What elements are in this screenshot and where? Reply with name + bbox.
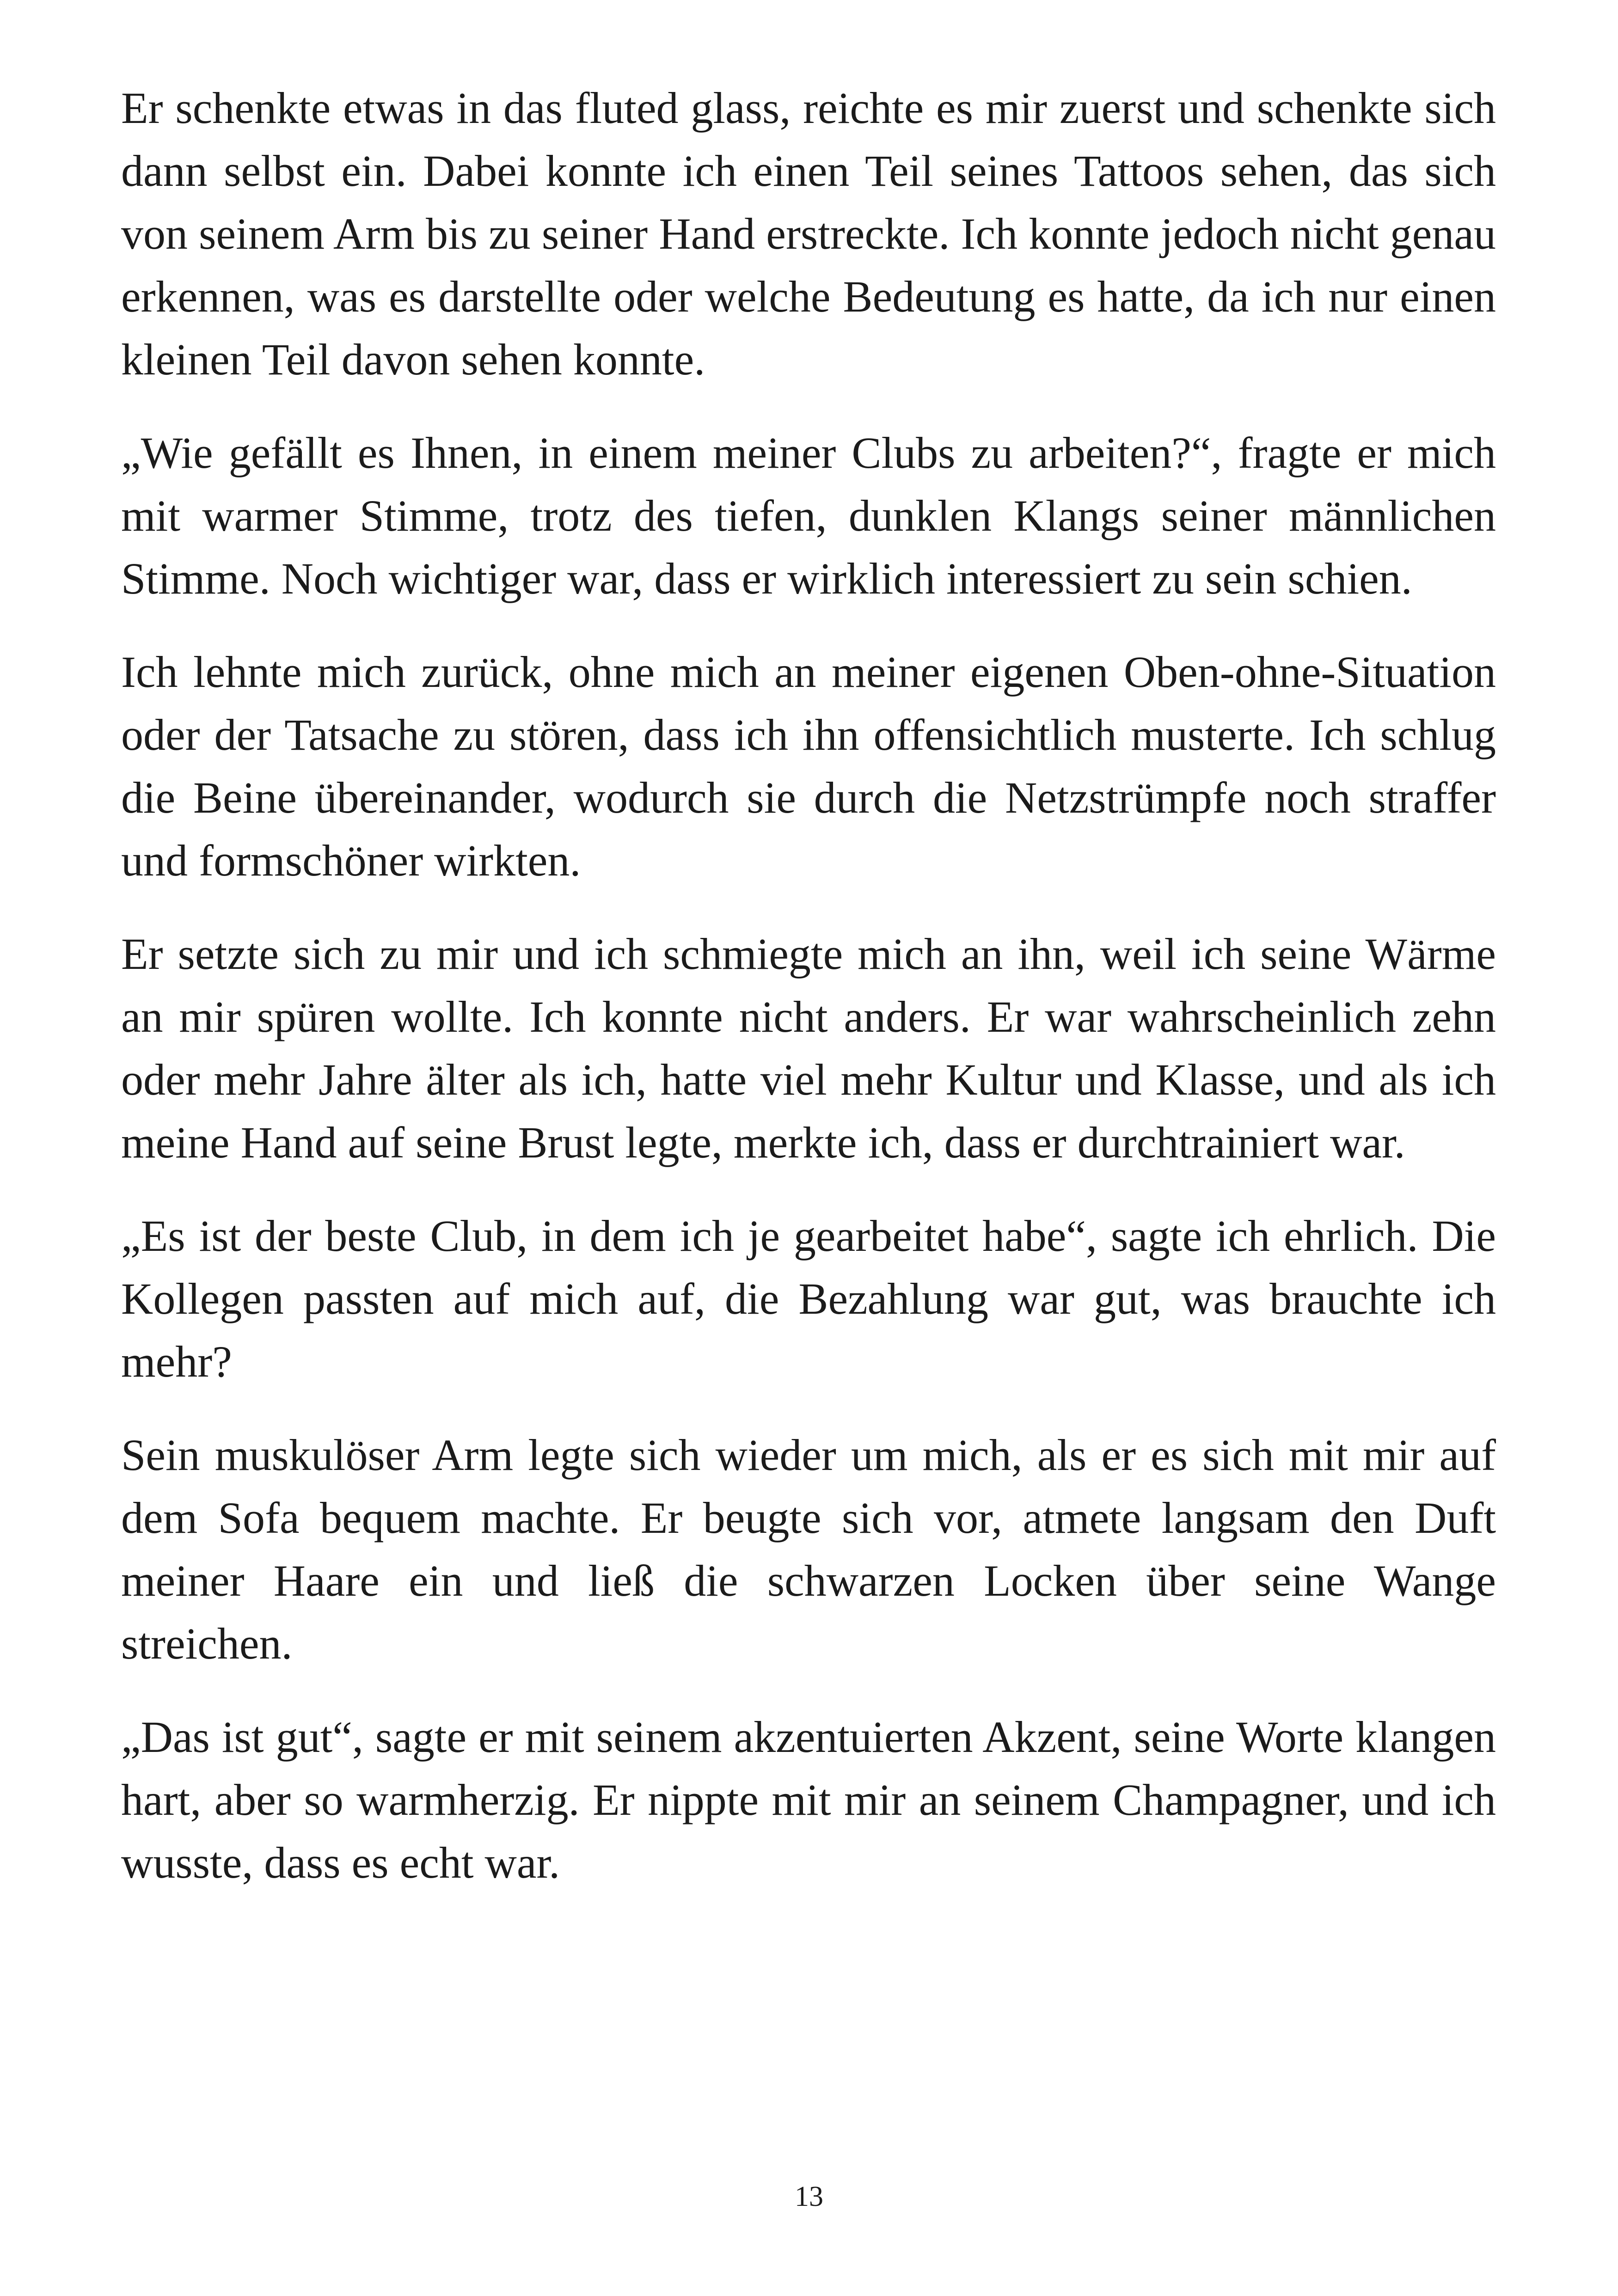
paragraph: „Das ist gut“, sagte er mit seinem akzentuierten Akzent, seine Worte klangen hart, aber so warmherzig. Er nippte mit mir an seinem Champagner, und ich wusste, dass es echt war. [121, 1712, 1496, 1887]
paragraph: Ich lehnte mich zurück, ohne mich an meiner eigenen Oben-ohne-Situation oder der Tatsache zu stören, dass ich ihn offensichtlich musterte. Ich schlug die Beine übereinander, wodurch sie durch die Netzstrümpfe noch straffer und formschöner wirkten. [121, 647, 1496, 885]
paragraph: „Wie gefällt es Ihnen, in einem meiner Clubs zu arbeiten?“, fragte er mich mit warmer Stimme, trotz des tiefen, dunklen Klangs seiner männlichen Stimme. Noch wichtiger war, dass er wirklich interessiert zu sein schien. [121, 428, 1496, 603]
paragraph: Sein muskulöser Arm legte sich wieder um mich, als er es sich mit mir auf dem Sofa bequem machte. Er beugte sich vor, atmete langsam den Duft meiner Haare ein und ließ die schwarzen Locken über seine Wange streichen. [121, 1430, 1496, 1668]
body-text [121, 77, 1496, 1925]
paragraph: Er setzte sich zu mir und ich schmiegte mich an ihn, weil ich seine Wärme an mir spüren wollte. Ich konnte nicht anders. Er war wahrscheinlich zehn oder mehr Jahre älter als ich, hatte viel mehr Kultur und Klasse, und als ich meine Hand auf seine Brust legte, merkte ich, dass er durchtrainiert war. [121, 929, 1496, 1167]
paragraph: Er schenkte etwas in das fluted glass, reichte es mir zuerst und schenkte sich dann selbst ein. Dabei konnte ich einen Teil seines Tattoos sehen, das sich von seinem Arm bis zu seiner Hand erstreckte. Ich konnte jedoch nicht genau erkennen, was es darstellte oder welche Bedeutung es hatte, da ich nur einen kleinen Teil davon sehen konnte. [121, 83, 1496, 384]
paragraph: „Es ist der beste Club, in dem ich je gearbeitet habe“, sagte ich ehrlich. Die Kollegen passten auf mich auf, die Bezahlung war gut, was brauchte ich mehr? [121, 1211, 1496, 1386]
page-number: 13 [795, 2181, 823, 2212]
